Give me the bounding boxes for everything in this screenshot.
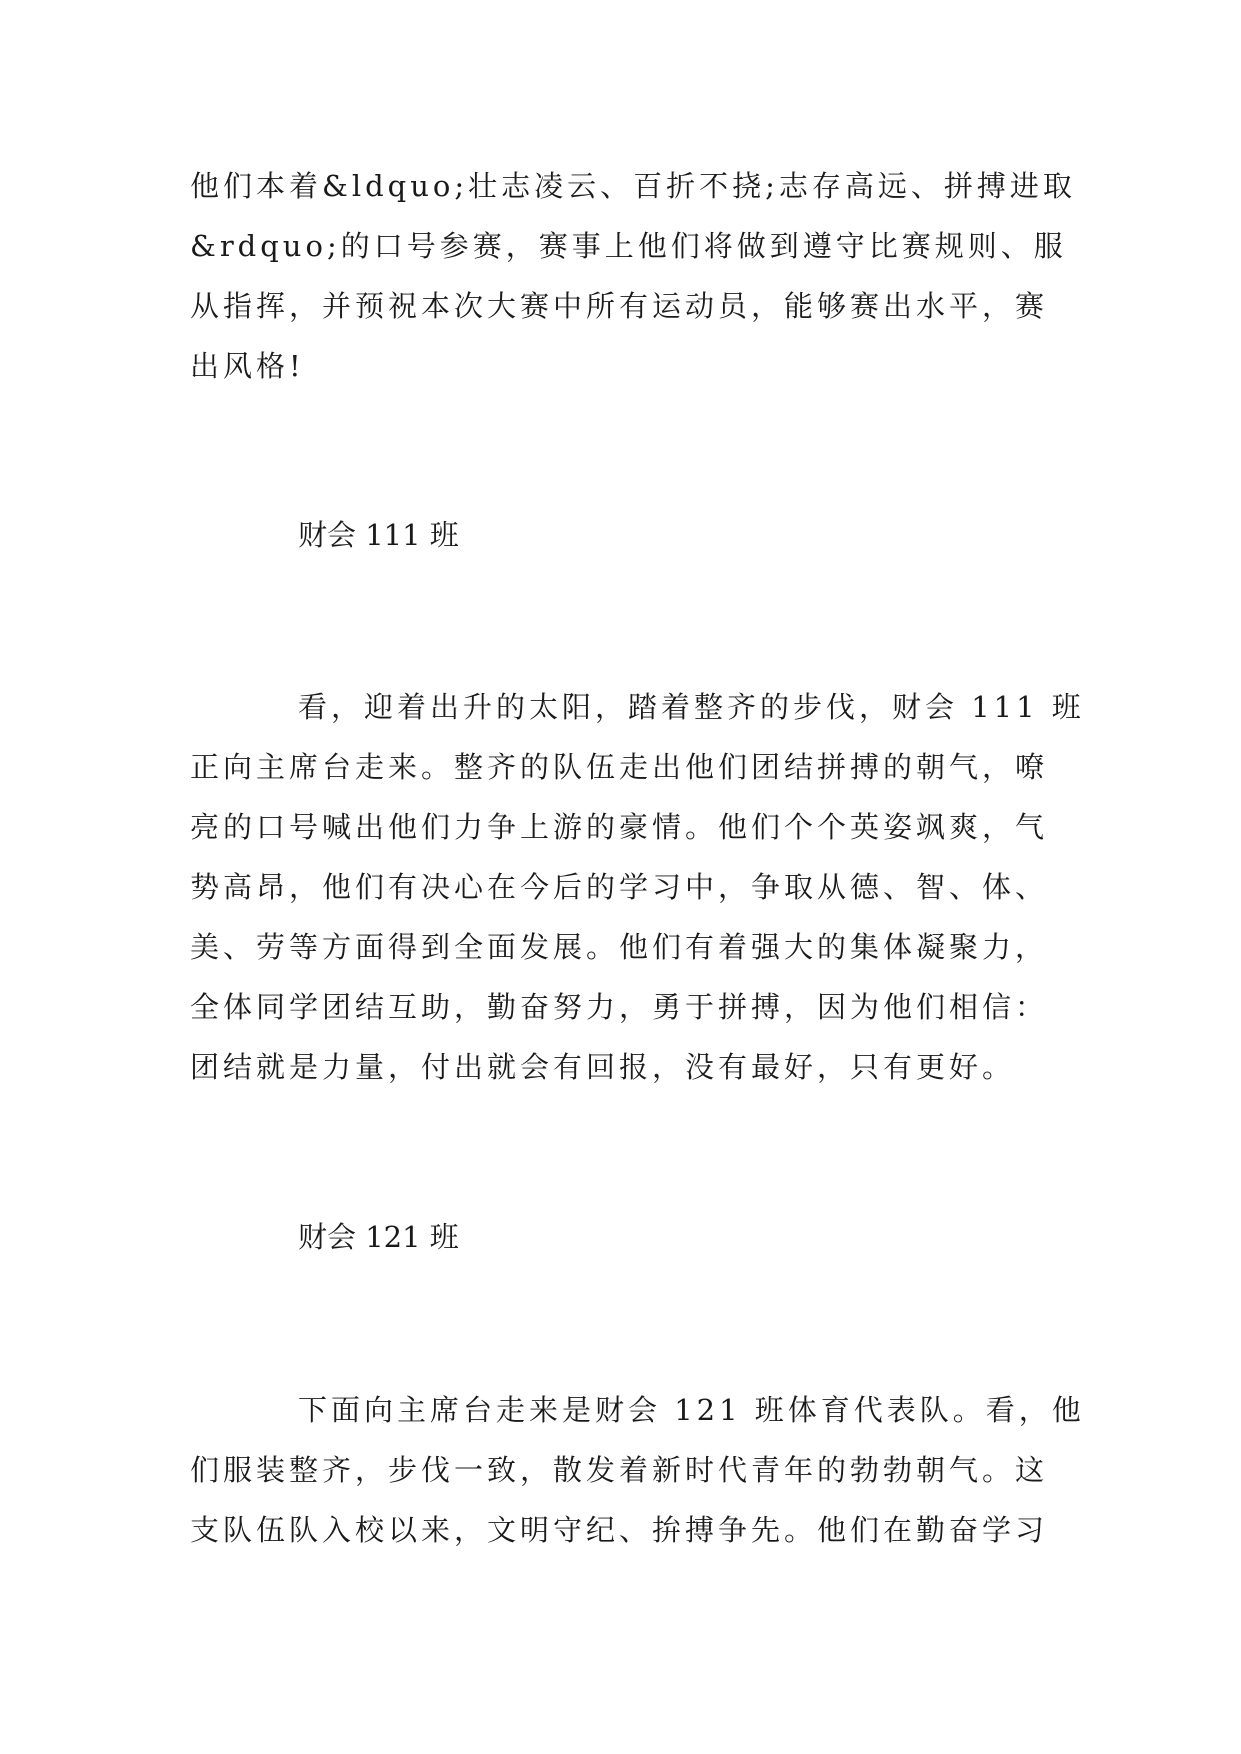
paragraph-1-line-2: &rdquo;的口号参赛，赛事上他们将做到遵守比赛规则、服: [190, 229, 1067, 263]
paragraph-2-line-3: 亮的口号喊出他们力争上游的豪情。他们个个英姿飒爽，气: [190, 810, 1049, 844]
section-heading-1: [190, 505, 1052, 565]
paragraph-3: [190, 1380, 1085, 1560]
paragraph-2-line-6: 全体同学团结互助，勤奋努力，勇于拼搏，因为他们相信：: [190, 990, 1049, 1024]
paragraph-2-line-5: 美、劳等方面得到全面发展。他们有着强大的集体凝聚力，: [190, 930, 1049, 964]
paragraph-2-line-2: 正向主席台走来。整齐的队伍走出他们团结拼搏的朝气，嘹: [190, 750, 1049, 784]
paragraph-2-line-4: 势高昂，他们有决心在今后的学习中，争取从德、智、体、: [190, 870, 1049, 904]
section-heading-2: [190, 1207, 1052, 1267]
paragraph-2: [190, 677, 1085, 1097]
paragraph-1-line-4: 出风格!: [190, 349, 305, 383]
paragraph-3-line-2: 们服装整齐，步伐一致，散发着新时代青年的勃勃朝气。这: [190, 1453, 1049, 1487]
heading-text: 财会 121 班: [298, 1220, 459, 1254]
paragraph-1-line-3: 从指挥，并预祝本次大赛中所有运动员，能够赛出水平，赛: [190, 289, 1049, 323]
paragraph-2-line-7: 团结就是力量，付出就会有回报，没有最好，只有更好。: [190, 1050, 1016, 1084]
paragraph-3-line-3: 支队伍队入校以来，文明守纪、拚搏争先。他们在勤奋学习: [190, 1513, 1049, 1547]
heading-text: 财会 111 班: [298, 518, 459, 552]
paragraph-2-line-1: 看，迎着出升的太阳，踏着整齐的步伐，财会 111 班: [298, 690, 1085, 724]
paragraph-1: [190, 156, 1076, 396]
paragraph-1-line-1: 他们本着&ldquo;壮志凌云、百折不挠;志存高远、拼搏进取: [190, 169, 1076, 203]
paragraph-3-line-1: 下面向主席台走来是财会 121 班体育代表队。看，他: [298, 1393, 1085, 1427]
